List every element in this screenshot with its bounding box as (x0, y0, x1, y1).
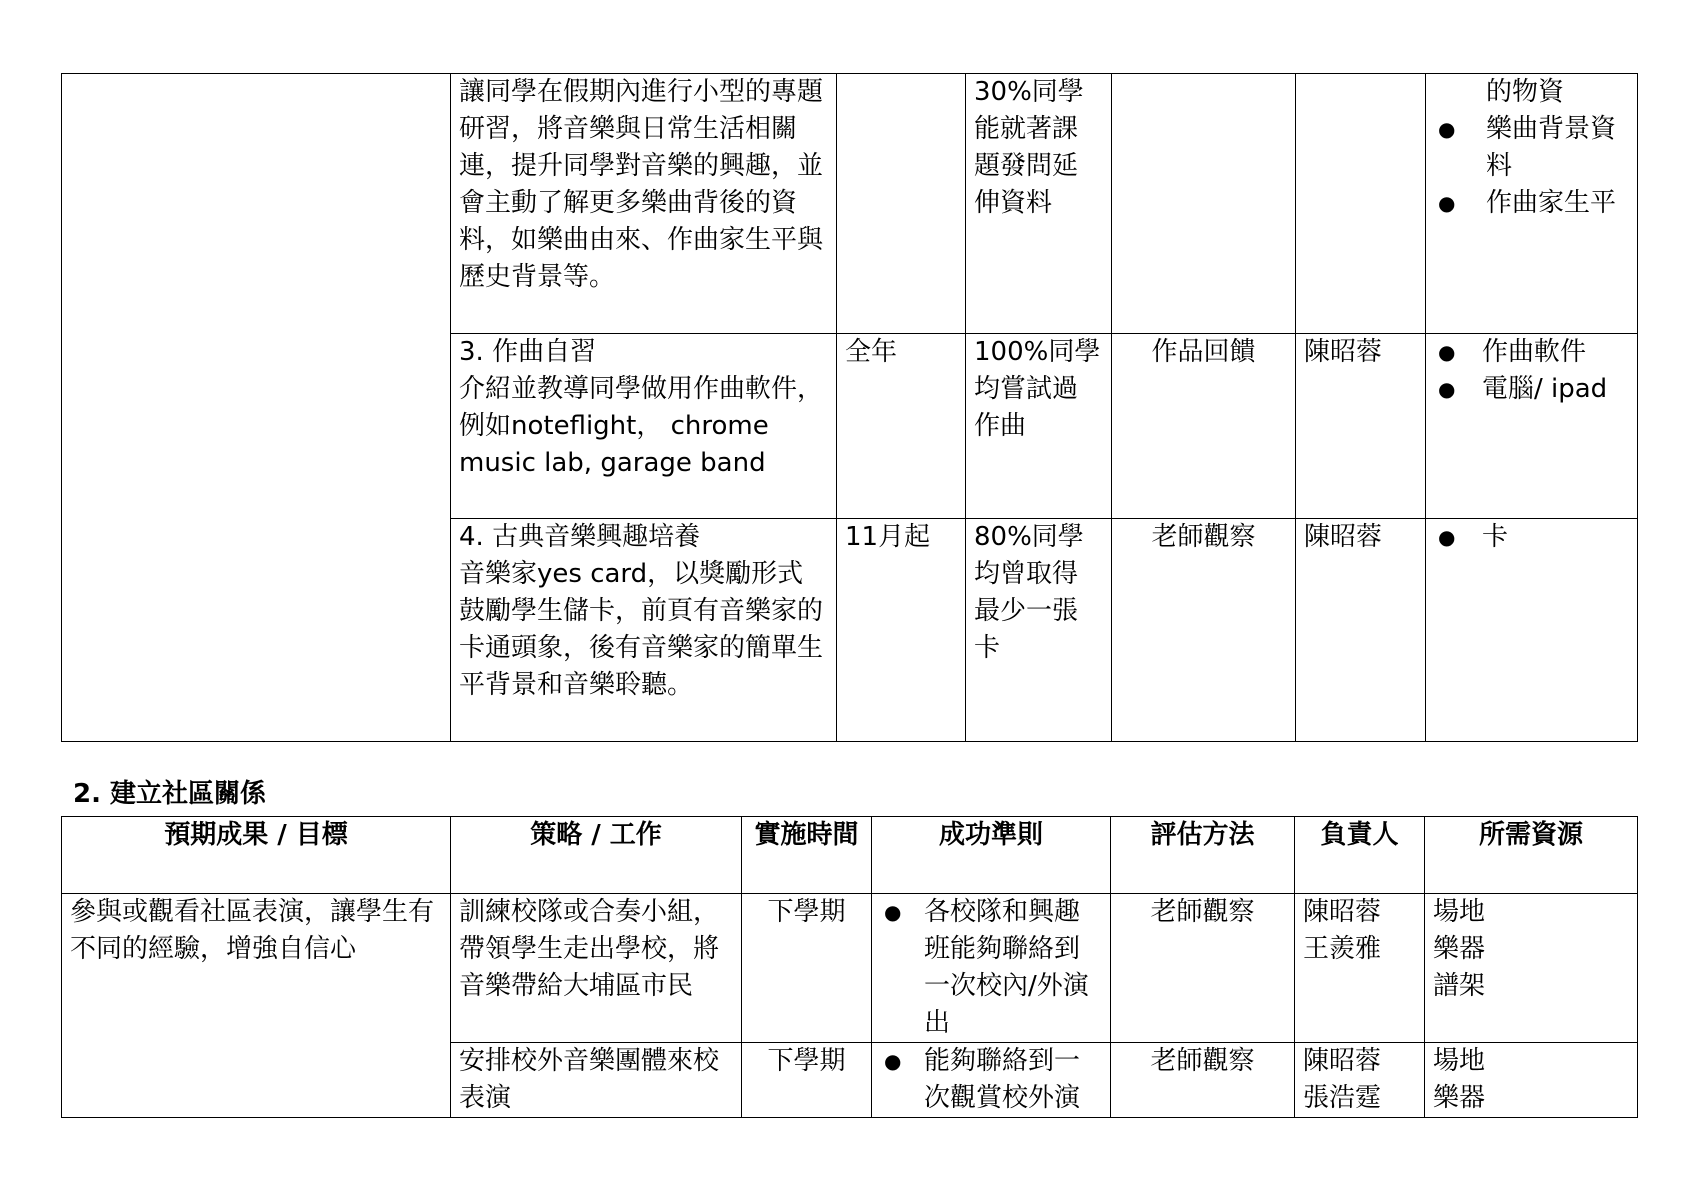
person-cell: 陳昭蓉 (1296, 519, 1426, 742)
strategy-text: 讓同學在假期內進行小型的專題研習，將音樂與日常生活相關連，提升同學對音樂的興趣，並會主動了解更多樂曲背後的資料，如樂曲由來、作曲家生平與歷史背景等。 (459, 77, 824, 292)
time-cell: 下學期 (742, 1043, 872, 1118)
criteria-list (880, 1043, 1102, 1117)
header-method: 評估方法 (1111, 817, 1295, 894)
method-cell: 老師觀察 (1111, 894, 1295, 1043)
header-goal: 預期成果 / 目標 (62, 817, 451, 894)
method-cell: 老師觀察 (1112, 519, 1296, 742)
time-cell (837, 74, 966, 334)
list-item: ● 作曲家生平 (1434, 185, 1629, 222)
resources-cell (1426, 334, 1638, 519)
person-cell: 陳昭蓉 王羨雅 (1295, 894, 1425, 1043)
goal-cell-empty (62, 74, 451, 742)
time-cell: 11月起 (837, 519, 966, 742)
strategy-cell: 安排校外音樂團體來校表演 (451, 1043, 742, 1118)
resources-cell: 場地 樂器 譜架 (1425, 894, 1638, 1043)
header-resources: 所需資源 (1425, 817, 1638, 894)
method-cell (1112, 74, 1296, 334)
strategy-cell (451, 74, 837, 334)
goal-cell: 參與或觀看社區表演，讓學生有不同的經驗，增強自信心 (62, 894, 451, 1118)
strategy-cell: 訓練校隊或合奏小組，帶領學生走出學校，將音樂帶給大埔區市民 (451, 894, 742, 1043)
table-row (62, 74, 1638, 334)
resources-list (1434, 334, 1629, 408)
header-time: 實施時間 (742, 817, 872, 894)
resources-continued: 的物資 (1486, 77, 1565, 107)
list-item: ● 樂曲背景資料 (1434, 111, 1629, 185)
header-strategy: 策略 / 工作 (451, 817, 742, 894)
strategy-title: 4. 古典音樂興趣培養 (459, 522, 701, 552)
header-criteria: 成功準則 (872, 817, 1111, 894)
criteria-cell: 100%同學均嘗試過作曲 (966, 334, 1112, 519)
section-title: 2. 建立社區關係 (73, 779, 267, 809)
strategy-text: 介紹並教導同學做用作曲軟件，例如noteflight， chrome music lab, garage band (459, 374, 824, 478)
resources-cell (1426, 519, 1638, 742)
criteria-cell (872, 894, 1111, 1043)
time-cell: 下學期 (742, 894, 872, 1043)
strategy-cell (451, 334, 837, 519)
table-row (62, 894, 1638, 1043)
list-item: ● 卡 (1434, 519, 1629, 556)
resources-list (1434, 519, 1629, 556)
strategy-cell (451, 519, 837, 742)
header-person: 負責人 (1295, 817, 1425, 894)
person-cell: 陳昭蓉 張浩霆 (1295, 1043, 1425, 1118)
community-plan-table (61, 816, 1638, 1118)
criteria-cell (872, 1043, 1111, 1118)
method-cell: 作品回饋 (1112, 334, 1296, 519)
criteria-cell: 80%同學均曾取得最少一張卡 (966, 519, 1112, 742)
strategy-title: 3. 作曲自習 (459, 337, 597, 367)
list-item: ● 能夠聯絡到一次觀賞校外演 (880, 1043, 1102, 1117)
resources-list (1434, 111, 1629, 222)
method-cell: 老師觀察 (1111, 1043, 1295, 1118)
resources-cell (1426, 74, 1638, 334)
plan-table-continued (61, 73, 1638, 742)
criteria-cell: 30%同學能就著課題發問延伸資料 (966, 74, 1112, 334)
resources-cell: 場地 樂器 (1425, 1043, 1638, 1118)
time-cell: 全年 (837, 334, 966, 519)
criteria-list (880, 894, 1102, 1042)
list-item: ● 作曲軟件 (1434, 334, 1629, 371)
header-row (62, 817, 1638, 894)
person-cell: 陳昭蓉 (1296, 334, 1426, 519)
person-cell (1296, 74, 1426, 334)
strategy-text: 音樂家yes card，以獎勵形式鼓勵學生儲卡，前頁有音樂家的卡通頭象，後有音樂家的簡單生平背景和音樂聆聽。 (459, 559, 824, 700)
list-item: ● 電腦/ ipad (1434, 371, 1629, 408)
list-item: ● 各校隊和興趣班能夠聯絡到一次校內/外演出 (880, 894, 1102, 1042)
